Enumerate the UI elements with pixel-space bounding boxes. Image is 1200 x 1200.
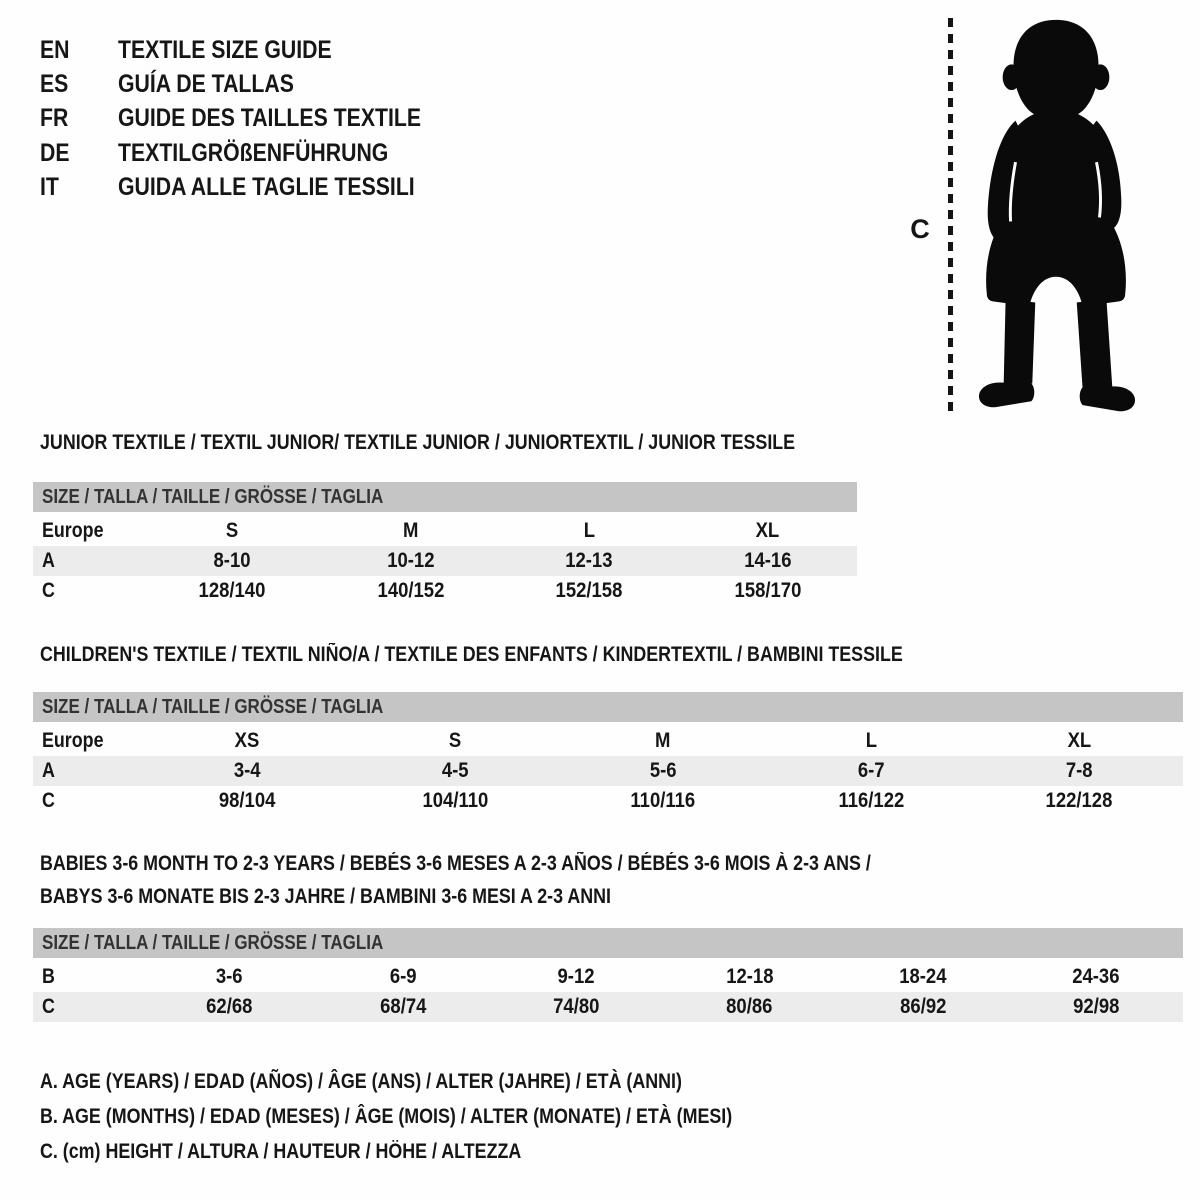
table-cell-text: 6-9	[389, 965, 417, 988]
table-row	[33, 786, 1183, 816]
row-label	[33, 549, 143, 573]
table-cell-text: 92/98	[1073, 995, 1120, 1018]
babies-section-heading-line2: BABYS 3-6 MONATE BIS 2-3 JAHRE / BAMBINI 3-6 MESI A 2-3 ANNI	[40, 885, 611, 908]
table-cell	[490, 995, 663, 1019]
row-label-text: B	[42, 965, 55, 988]
table-cell-text: 5-6	[649, 759, 677, 782]
table-cell	[500, 579, 679, 603]
language-row-es	[40, 67, 475, 101]
children-section-heading-text: CHILDREN'S TEXTILE / TEXTIL NIÑO/A / TEXTILE DES ENFANTS / KINDERTEXTIL / BAMBINI TESSILE	[40, 643, 903, 666]
row-label	[33, 579, 143, 603]
table-cell	[143, 579, 322, 603]
table-cell	[767, 789, 975, 813]
legend-line-b	[40, 1099, 854, 1134]
column-header-cell	[500, 519, 679, 543]
table-cell	[322, 579, 501, 603]
row-label	[33, 995, 143, 1019]
table-cell-text: 152/158	[555, 579, 623, 602]
column-header-text: L	[583, 519, 595, 542]
row-label-text: A	[42, 549, 55, 572]
legend-line-c-text: C. (cm) HEIGHT / ALTURA / HAUTEUR / HÖHE / ALTEZZA	[40, 1140, 522, 1163]
column-header-cell	[351, 729, 559, 753]
size-header-bar	[33, 692, 1183, 722]
language-code-text: IT	[40, 173, 59, 202]
language-row-fr	[40, 102, 475, 136]
table-cell	[316, 995, 489, 1019]
table-cell-text: 104/110	[422, 789, 488, 812]
table-cell	[975, 759, 1183, 783]
language-title: GUIDA ALLE TAGLIE TESSILI	[118, 173, 415, 202]
language-row-it	[40, 171, 475, 205]
column-header-text: S	[448, 729, 462, 752]
table-cell-text: 62/68	[206, 995, 253, 1018]
table-cell	[351, 789, 559, 813]
size-header-label: SIZE / TALLA / TAILLE / GRÖSSE / TAGLIA	[42, 931, 384, 954]
table-cell-text: 86/92	[899, 995, 947, 1018]
language-code	[40, 36, 118, 65]
babies-section-heading	[40, 847, 1018, 913]
language-code	[40, 173, 118, 202]
table-cell	[490, 965, 663, 989]
size-header-label: SIZE / TALLA / TAILLE / GRÖSSE / TAGLIA	[42, 695, 384, 718]
table-cell	[143, 549, 322, 573]
table-cell-text: 3-4	[233, 759, 261, 782]
column-header-cell	[322, 519, 501, 543]
table-cell-text: 74/80	[553, 995, 600, 1018]
table-cell-text: 18-24	[899, 965, 947, 988]
column-header-text: L	[865, 729, 877, 752]
table-cell-text: 3-6	[216, 965, 244, 988]
table-cell-text: 12-13	[565, 549, 613, 572]
legend-line-b-text: B. AGE (MONTHS) / EDAD (MESES) / ÂGE (MOIS) / ALTER (MONATE) / ETÀ (MESI)	[40, 1105, 733, 1128]
table-cell	[836, 965, 1009, 989]
table-cell	[679, 579, 858, 603]
table-cell-text: 6-7	[857, 759, 885, 782]
table-row	[33, 962, 1183, 992]
height-measure-label: C	[910, 214, 930, 244]
column-header-cell	[767, 729, 975, 753]
table-cell	[322, 549, 501, 573]
children-section-heading	[40, 643, 1055, 667]
table-cell-text: 116/122	[838, 789, 904, 812]
column-header-cell	[679, 519, 858, 543]
row-label	[33, 519, 143, 543]
table-cell-text: 24-36	[1072, 965, 1120, 988]
table-row	[33, 546, 857, 576]
language-code-text: EN	[40, 35, 70, 64]
table-cell-text: 4-5	[441, 759, 469, 782]
column-header-text: M	[403, 519, 419, 542]
language-code-text: DE	[40, 138, 70, 167]
column-header-cell	[975, 729, 1183, 753]
table-cell-text: 7-8	[1065, 759, 1093, 782]
column-header-text: XL	[1067, 729, 1091, 752]
table-cell	[559, 759, 767, 783]
table-cell-text: 68/74	[379, 995, 427, 1018]
language-code	[40, 104, 118, 133]
junior-size-table	[33, 482, 857, 606]
legend-line-a	[40, 1064, 854, 1099]
table-cell	[143, 789, 351, 813]
table-cell-text: 128/140	[198, 579, 266, 602]
table-cell	[663, 965, 836, 989]
language-title: GUIDE DES TAILLES TEXTILE	[118, 104, 422, 133]
row-label-text: C	[42, 579, 55, 602]
table-cell-text: 80/86	[726, 995, 773, 1018]
junior-section-heading-text: JUNIOR TEXTILE / TEXTIL JUNIOR/ TEXTILE JUNIOR / JUNIORTEXTIL / JUNIOR TESSILE	[40, 431, 796, 454]
table-cell-text: 10-12	[387, 549, 435, 572]
column-header-text: S	[226, 519, 239, 542]
row-label-text: C	[42, 789, 55, 812]
table-cell	[1010, 965, 1183, 989]
size-header-label: SIZE / TALLA / TAILLE / GRÖSSE / TAGLIA	[42, 485, 384, 508]
column-header-text: XS	[234, 729, 260, 752]
row-label-text: A	[42, 759, 55, 782]
table-cell	[1010, 995, 1183, 1019]
row-label	[33, 965, 143, 989]
table-cell-text: 98/104	[218, 789, 276, 812]
table-cell-text: 14-16	[744, 549, 792, 572]
row-label	[33, 729, 143, 753]
babies-section-heading-line1: BABIES 3-6 MONTH TO 2-3 YEARS / BEBÉS 3-6 MESES A 2-3 AÑOS / BÉBÉS 3-6 MOIS À 2-3 ANS /	[40, 852, 871, 875]
table-cell	[351, 759, 559, 783]
column-header-text: M	[655, 729, 671, 752]
table-cell-text: 140/152	[377, 579, 445, 602]
column-header-cell	[143, 729, 351, 753]
language-list	[40, 33, 475, 205]
table-cell-text: 9-12	[557, 965, 595, 988]
table-cell	[316, 965, 489, 989]
table-cell	[767, 759, 975, 783]
table-cell	[663, 995, 836, 1019]
table-header-row	[33, 726, 1183, 756]
table-cell	[836, 995, 1009, 1019]
column-header-text: XL	[755, 519, 780, 542]
language-code-text: FR	[40, 104, 69, 133]
children-size-table	[33, 692, 1183, 816]
table-cell	[143, 995, 316, 1019]
table-cell	[500, 549, 679, 573]
row-label-text: Europe	[42, 729, 104, 752]
size-header-bar	[33, 482, 857, 512]
row-label-text: Europe	[42, 519, 104, 542]
table-cell	[143, 965, 316, 989]
table-row	[33, 756, 1183, 786]
table-cell-text: 158/170	[734, 579, 802, 602]
table-cell	[679, 549, 858, 573]
babies-size-table	[33, 928, 1183, 1022]
legend-line-c	[40, 1134, 854, 1169]
column-header-cell	[559, 729, 767, 753]
baby-silhouette-icon	[972, 14, 1140, 419]
language-code	[40, 70, 118, 99]
table-row	[33, 992, 1183, 1022]
row-label	[33, 759, 143, 783]
table-cell	[559, 789, 767, 813]
language-title: TEXTILGRÖßENFÜHRUNG	[118, 138, 389, 167]
row-label-text: C	[42, 995, 55, 1018]
column-header-cell	[143, 519, 322, 543]
legend-line-a-text: A. AGE (YEARS) / EDAD (AÑOS) / ÂGE (ANS) / ALTER (JAHRE) / ETÀ (ANNI)	[40, 1070, 682, 1093]
row-label	[33, 789, 143, 813]
legend	[40, 1064, 854, 1169]
table-cell-text: 8-10	[213, 549, 251, 572]
table-cell	[975, 789, 1183, 813]
junior-section-heading	[40, 431, 928, 455]
table-cell-text: 12-18	[726, 965, 774, 988]
size-header-bar	[33, 928, 1183, 958]
height-dashed-line	[948, 18, 953, 416]
table-cell-text: 110/116	[630, 789, 696, 812]
table-cell-text: 122/128	[1045, 789, 1113, 812]
language-code	[40, 139, 118, 168]
language-row-en	[40, 33, 475, 67]
language-title: TEXTILE SIZE GUIDE	[118, 35, 332, 64]
language-row-de	[40, 136, 475, 170]
language-code-text: ES	[40, 70, 69, 99]
language-title: GUÍA DE TALLAS	[118, 70, 294, 99]
table-row	[33, 576, 857, 606]
table-cell	[143, 759, 351, 783]
table-header-row	[33, 516, 857, 546]
